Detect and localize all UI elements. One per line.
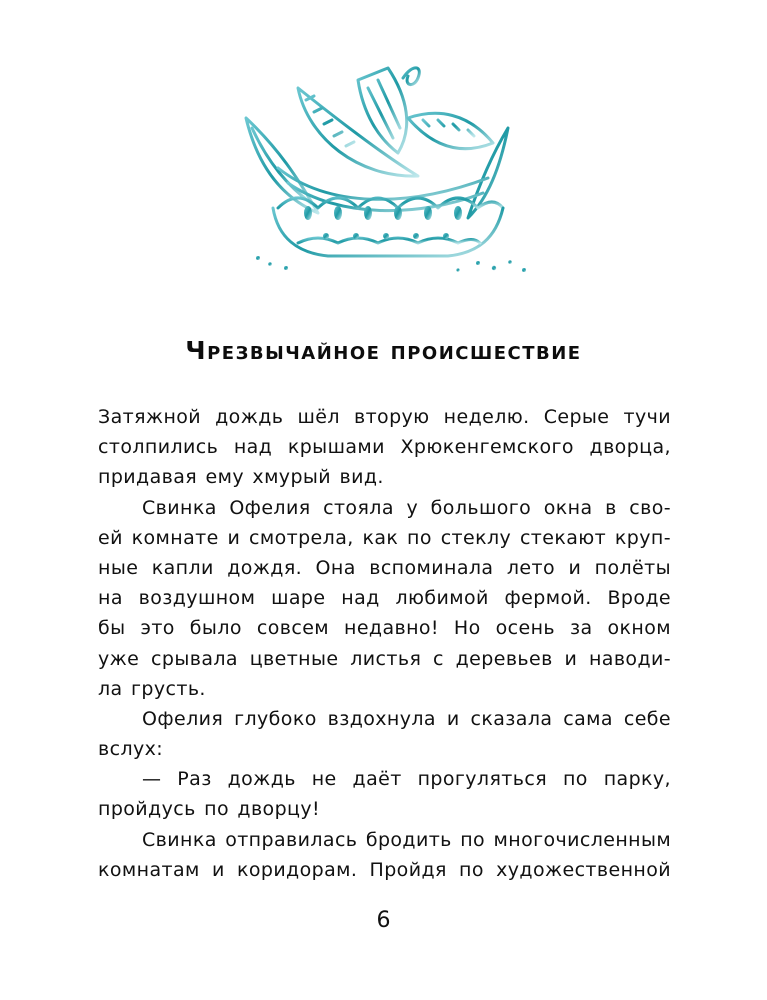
text-line: ла грусть. bbox=[98, 677, 206, 700]
text-line: пройдусь по дворцу! bbox=[98, 798, 321, 821]
text-line: придавая ему хмурый вид. bbox=[98, 466, 384, 489]
text-line: комнатам и коридорам. Пройдя по художественной bbox=[98, 858, 671, 881]
chapter-title: Чрезвычайное происшествие bbox=[185, 336, 582, 365]
story-text bbox=[98, 402, 671, 885]
text-line: ные капли дождя. Она вспоминала лето и полёты bbox=[98, 556, 671, 579]
text-line: вслух: bbox=[98, 738, 164, 761]
page-number: 6 bbox=[376, 908, 391, 933]
text-line: бы это было совсем недавно! Но осень за окном bbox=[98, 617, 671, 640]
text-line: Затяжной дождь шёл вторую неделю. Серые тучи bbox=[98, 406, 671, 428]
text-line: на воздушном шаре над любимой фермой. Вроде bbox=[98, 587, 671, 610]
text-line: Свинка Офелия стояла у большого окна в сво- bbox=[142, 496, 671, 519]
text-line: ей комнате и смотрела, как по стеклу стекают круп- bbox=[98, 526, 671, 549]
text-line: уже срывала цветные листья с деревьев и наводи- bbox=[98, 647, 671, 670]
text-line: — Раз дождь не даёт прогуляться по парку, bbox=[142, 768, 671, 791]
text-line: столпились над крышами Хрюкенгемского дворца, bbox=[98, 436, 671, 459]
crown-illustration bbox=[238, 58, 538, 278]
text-line: Офелия глубоко вздохнула и сказала сама себе bbox=[142, 707, 671, 730]
text-line: Свинка отправилась бродить по многочисленным bbox=[142, 828, 672, 851]
